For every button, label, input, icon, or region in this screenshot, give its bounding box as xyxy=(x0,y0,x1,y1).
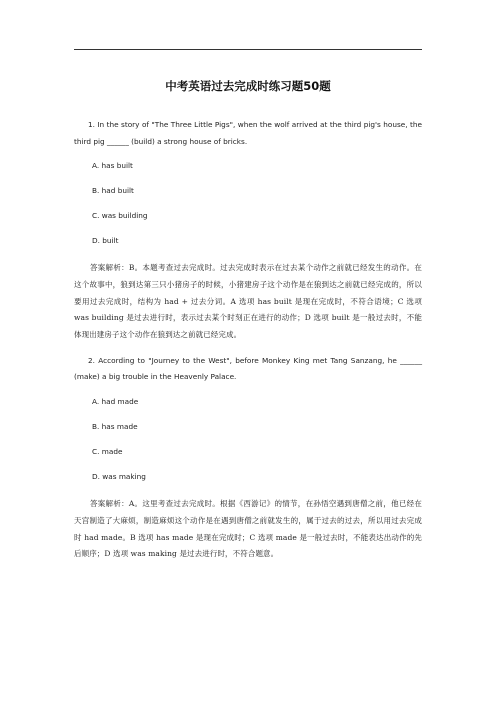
question-1 xyxy=(74,117,422,344)
document-title: 中考英语过去完成时练习题50题 xyxy=(165,79,331,93)
answer-analysis: 答案解析：B。本题考查过去完成时。过去完成时表示在过去某个动作之前就已经发生的动作。在这个故事中，狼到达第三只小猪房子的时候，小猪建房子这个动作是在狼到达之前就已经完成的，所以要用过去完成时，结构为 had + 过去分词。A 选项 has built 是现在完成时，不符合语境；C 选项 was building 是过去进行时，表示过去某个时刻正在进行的动作；D 选项 built 是一般过去时，不能体现出建房子这个动作在狼到达之前就已经完成。 xyxy=(74,263,422,340)
option-a: A. has built xyxy=(92,161,133,170)
option-c: C. made xyxy=(92,446,123,456)
option-a: A. had made xyxy=(92,396,139,406)
header-rule xyxy=(74,49,422,50)
question-stem: 1. In the story of "The Three Little Pigs", when the wolf arrived at the third pig's house, the third pig ______ (build) a strong house of bricks. xyxy=(74,120,422,146)
question-stem: 2. According to "Journey to the West", before Monkey King met Tang Sanzang, he ______ (make) a big trouble in the Heavenly Palace. xyxy=(74,355,422,382)
option-c: C. was building xyxy=(92,211,148,220)
option-b: B. had built xyxy=(92,186,134,195)
document-body xyxy=(74,78,422,572)
option-d: D. was making xyxy=(92,471,146,481)
question-2 xyxy=(74,353,422,563)
option-b: B. has made xyxy=(92,421,138,431)
answer-analysis: 答案解析：A。这里考查过去完成时。根据《西游记》的情节，在孙悟空遇到唐僧之前，他已经在天宫制造了大麻烦，制造麻烦这个动作是在遇到唐僧之前就发生的，属于过去的过去，所以用过去完成时 had made。B 选项 has made 是现在完成时；C 选项 made 是一般过去时，不能表达出动作的先后顺序；D 选项 was making 是过去进行时，不符合题意。 xyxy=(74,498,422,559)
option-d: D. built xyxy=(92,236,119,245)
